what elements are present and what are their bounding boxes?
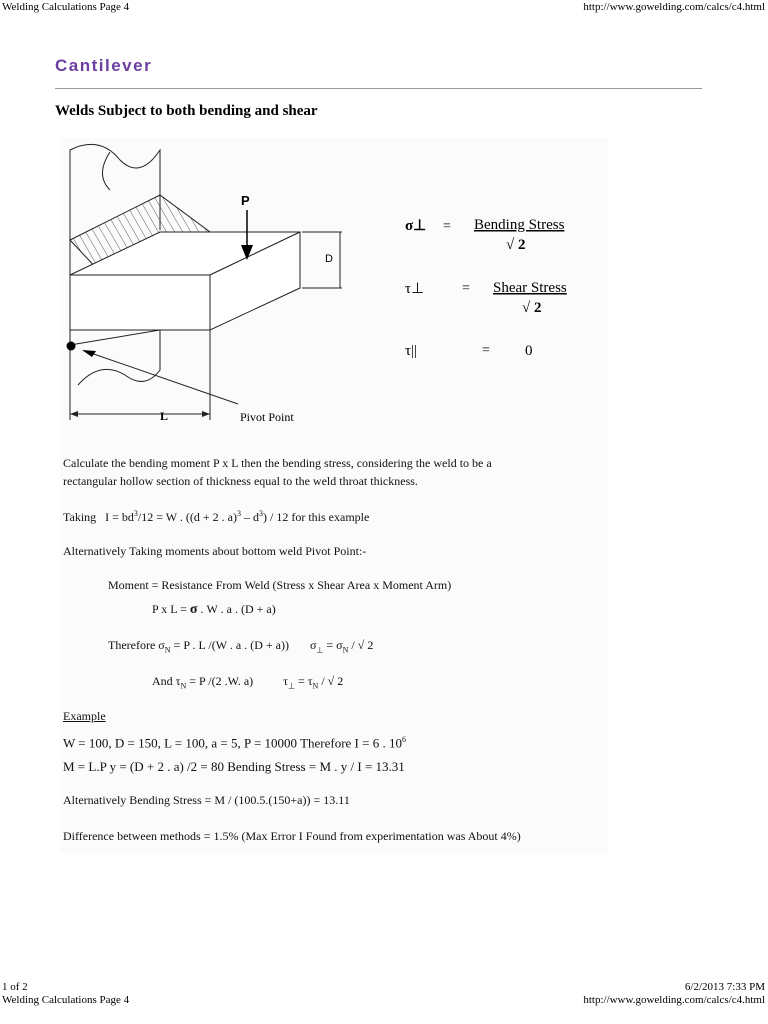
example-heading: Example [63,709,106,723]
eq2-numerator: Shear Stress [493,280,567,296]
eq2-lhs: τ⊥ [405,281,425,297]
eq2-equals: = [462,281,470,296]
pxl-equation: P x L = σ . W . a . (D + a) [152,602,276,617]
para1-line1: Calculate the bending moment P x L then the bending stress, considering the weld to be a [63,456,492,470]
para1-line2: rectangular hollow section of thickness equal to the weld throat thickness. [63,474,418,488]
pivot-label: Pivot Point [240,410,294,424]
section-heading: Welds Subject to both bending and shear [55,103,318,119]
eq1-lhs: σ⊥ [405,218,427,234]
print-footer-title: Welding Calculations Page 4 [2,994,130,1006]
eq1-equals: = [443,219,451,234]
print-footer-url: http://www.gowelding.com/calcs/c4.html [583,994,765,1006]
length-label: L [160,409,169,423]
depth-label: D [325,253,333,265]
cantilever-diagram [0,0,768,440]
example-line2: M = L.P y = (D + 2 . a) /2 = 80 Bending Stress = M . y / I = 13.31 [63,759,405,774]
example-line1: W = 100, D = 150, L = 100, a = 5, P = 10000 Therefore I = 6 . $10^6$ [63,735,406,751]
difference-note: Difference between methods = 1.5% (Max Error I Found from experimentation was About 4%) [63,829,521,843]
eq2-denominator: √ 2 [522,300,542,316]
print-header-url: http://www.gowelding.com/calcs/c4.html [583,1,765,13]
print-footer-page-count: 1 of 2 [2,981,28,993]
print-footer-datetime: 6/2/2013 7:33 PM [684,981,765,993]
moment-equation: Moment = Resistance From Weld (Stress x Shear Area x Moment Arm) [108,578,452,592]
page-title: Cantilever [55,56,153,75]
alternative-heading: Alternatively Taking moments about bottom weld Pivot Point:- [63,544,367,558]
print-header-title: Welding Calculations Page 4 [2,1,130,13]
therefore-equation: Therefore $\sigma_N = P$ . L /(W . a . (D + a)) $\sigma_\perp = \sigma_N$ / √ 2 [108,638,374,655]
beam-front-face [70,275,210,330]
inertia-formula: Taking $I = bd^3/12 = W$ . ((d + 2 . $a)^3 - d^3) / 12$ for this example [63,509,370,524]
eq1-denominator: √ 2 [506,237,526,253]
load-label: P [241,193,250,208]
and-equation: And $\tau_N = P$ /(2 .W. a) $\tau_\perp = \tau_N$ / √ 2 [152,674,344,691]
pivot-point-marker [67,342,76,351]
eq3-lhs: τ|| [405,343,418,359]
eq3-rhs: 0 [525,343,533,359]
eq3-equals: = [482,343,490,358]
alternative-bending-stress: Alternatively Bending Stress = M / (100.5.(150+a)) = 13.11 [63,793,350,807]
eq1-numerator: Bending Stress [474,217,565,233]
